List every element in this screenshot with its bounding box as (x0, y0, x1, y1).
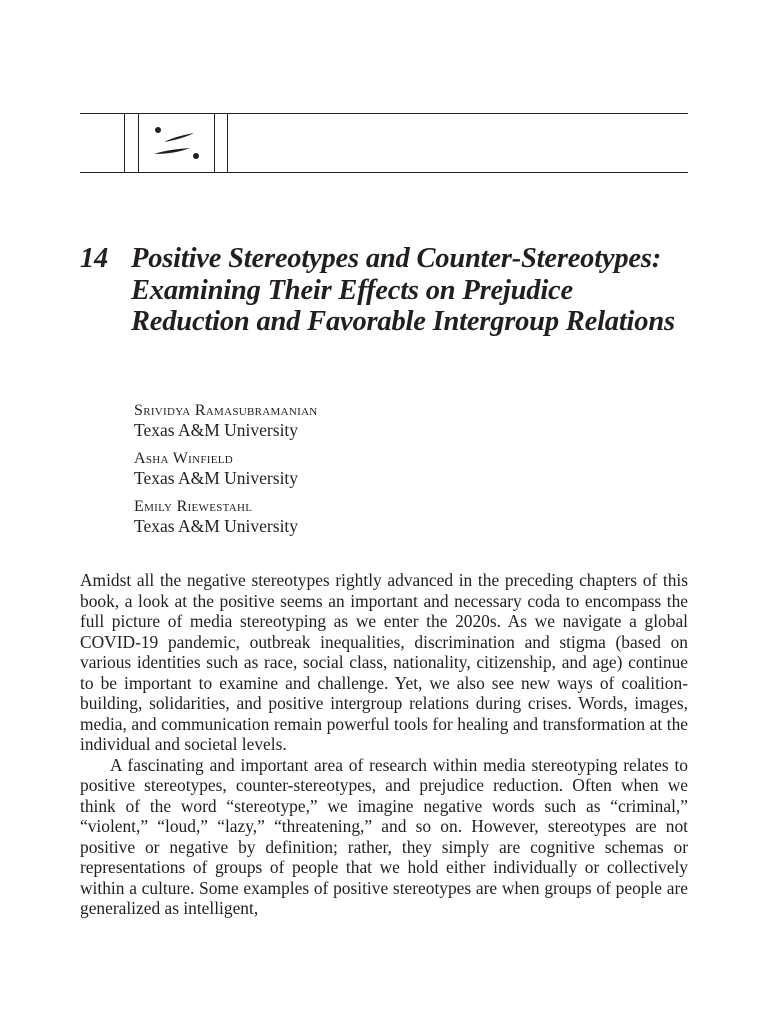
body-paragraph: Amidst all the negative stereotypes rightly advanced in the preceding chapters of this book, a look at the positive seems an important and necessary coda to encompass the full picture of media stereotyping as we enter the 2020s. As we navigate a global COVID-19 pandemic, outbreak inequalities, discrimination and stigma (based on various identities such as race, social class, nationality, citizenship, and age) continue to be important to examine and challenge. Yet, we also see new ways of coalition-building, solidarities, and positive intergroup relations during crises. Words, images, media, and communication remain powerful tools for healing and transformation at the individual and societal levels. (80, 570, 688, 754)
author-affiliation: Texas A&M University (134, 468, 299, 488)
author-affiliation: Texas A&M University (134, 516, 299, 536)
author-entry (134, 401, 318, 440)
chapter-title: Positive Stereotypes and Counter-Stereotypes: Examining Their Effects on Prejudice Reduction and Favorable Intergroup Relations (131, 243, 675, 337)
chapter-ornament-bar (80, 113, 688, 173)
fleuron-ornament-icon (144, 124, 208, 164)
author-entry (134, 449, 318, 488)
author-entry (134, 497, 318, 536)
chapter-number: 14 (80, 243, 109, 274)
chapter-heading (80, 243, 690, 338)
author-list (134, 401, 318, 545)
author-affiliation: Texas A&M University (134, 420, 299, 440)
body-paragraph: A fascinating and important area of research within media stereotyping relates to positive stereotypes, counter-stereotypes, and prejudice reduction. Often when we think of the word “stereotype,” we imagine negative words such as “criminal,” “violent,” “loud,” “lazy,” “threatening,” and so on. However, stereotypes are not positive or negative by definition; rather, they simply are cognitive schemas or representations of groups of people that we hold either individually or collectively within a culture. Some examples of positive stereotypes are when groups of people are generalized as intelligent, (80, 754, 688, 918)
ornament-divider (138, 114, 139, 172)
ornament-divider (227, 114, 228, 172)
author-name: Emily Riewestahl (134, 498, 253, 515)
body-text (80, 570, 688, 919)
author-name: Srividya Ramasubramanian (134, 402, 318, 419)
ornament-divider (124, 114, 125, 172)
author-name: Asha Winfield (134, 450, 234, 467)
ornament-divider (214, 114, 215, 172)
